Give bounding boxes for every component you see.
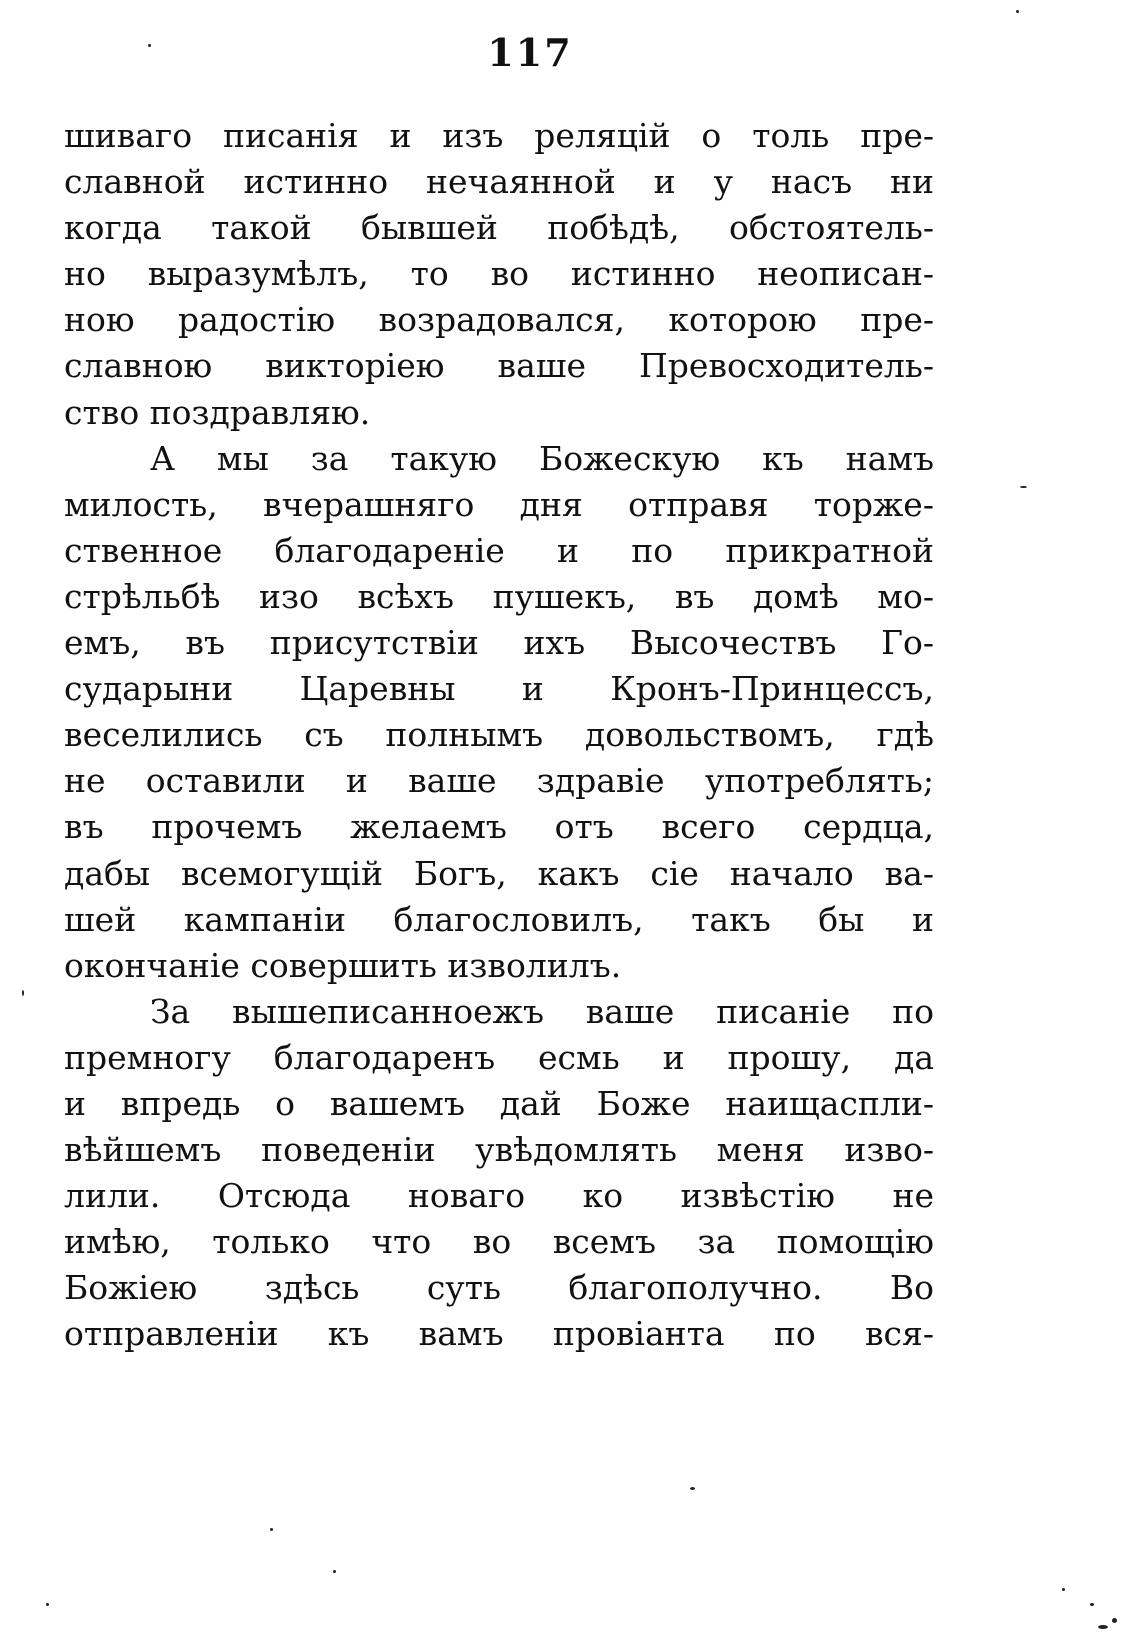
- text-line: не оставили и ваше здравіе употреблять;: [64, 761, 934, 801]
- text-line: сударыни Царевны и Кронъ-Принцессъ,: [64, 669, 934, 709]
- text-line: За вышеписанноежъ ваше писаніе по: [150, 991, 934, 1031]
- text-line: но выразумѣлъ, то во истинно неописан-: [64, 254, 934, 294]
- text-line: въ прочемъ желаемъ отъ всего сердца,: [64, 807, 934, 847]
- text-line: ственное благодареніе и по прикратной: [64, 530, 934, 570]
- text-line: лили. Отсюда новаго ко извѣстію не: [64, 1176, 934, 1216]
- text-line: имѣю, только что во всемъ за помощію: [64, 1222, 934, 1262]
- text-line: окончаніе совершить изволилъ.: [64, 945, 622, 985]
- text-line: шиваго писанія и изъ реляцій о толь пре-: [64, 116, 934, 155]
- scan-speck: [1112, 1618, 1117, 1623]
- scan-speck: [1020, 486, 1027, 488]
- text-line: шей кампаніи благословилъ, такъ бы и: [64, 899, 934, 939]
- scan-speck: [270, 1528, 273, 1531]
- text-line: Божіею здѣсь суть благополучно. Во: [64, 1268, 934, 1308]
- text-line: вѣйшемъ поведеніи увѣдомлять меня изво-: [64, 1130, 934, 1170]
- text-line: и впредь о вашемъ дай Боже наищаспли-: [64, 1083, 934, 1123]
- text-line: веселились съ полнымъ довольствомъ, гдѣ: [64, 715, 934, 755]
- text-line: славною викторіею ваше Превосходитель-: [64, 346, 934, 386]
- scan-speck: [22, 990, 24, 996]
- text-line: ною радостію возрадовался, которою пре-: [64, 300, 934, 340]
- scan-speck: [46, 1603, 49, 1606]
- text-line: емъ, въ присутствіи ихъ Высочествъ Го-: [64, 623, 934, 663]
- scan-speck: [1016, 10, 1019, 13]
- scan-speck: [1062, 1588, 1065, 1591]
- text-line: стрѣльбѣ изо всѣхъ пушекъ, въ домѣ мо-: [64, 576, 934, 616]
- text-line: А мы за такую Божескую къ намъ: [150, 438, 934, 478]
- scan-speck: [690, 1487, 695, 1490]
- text-line: отправленіи къ вамъ провіанта по вся-: [64, 1314, 934, 1354]
- scan-speck: [1098, 1625, 1108, 1629]
- text-line: ство поздравляю.: [64, 392, 371, 432]
- scan-speck: [148, 44, 151, 47]
- scan-speck: [333, 1570, 336, 1573]
- text-line: славной истинно нечаянной и у насъ ни: [64, 162, 934, 202]
- body-text: [64, 113, 934, 1358]
- text-line: когда такой бывшей побѣдѣ, обстоятель-: [64, 208, 934, 248]
- scan-speck: [1090, 1603, 1094, 1606]
- page-number: 117: [487, 30, 573, 75]
- text-line: премногу благодаренъ есмь и прошу, да: [64, 1037, 934, 1077]
- text-line: милость, вчерашняго дня отправя торже-: [64, 484, 934, 524]
- text-line: дабы всемогущій Богъ, какъ сіе начало ва-: [64, 853, 934, 893]
